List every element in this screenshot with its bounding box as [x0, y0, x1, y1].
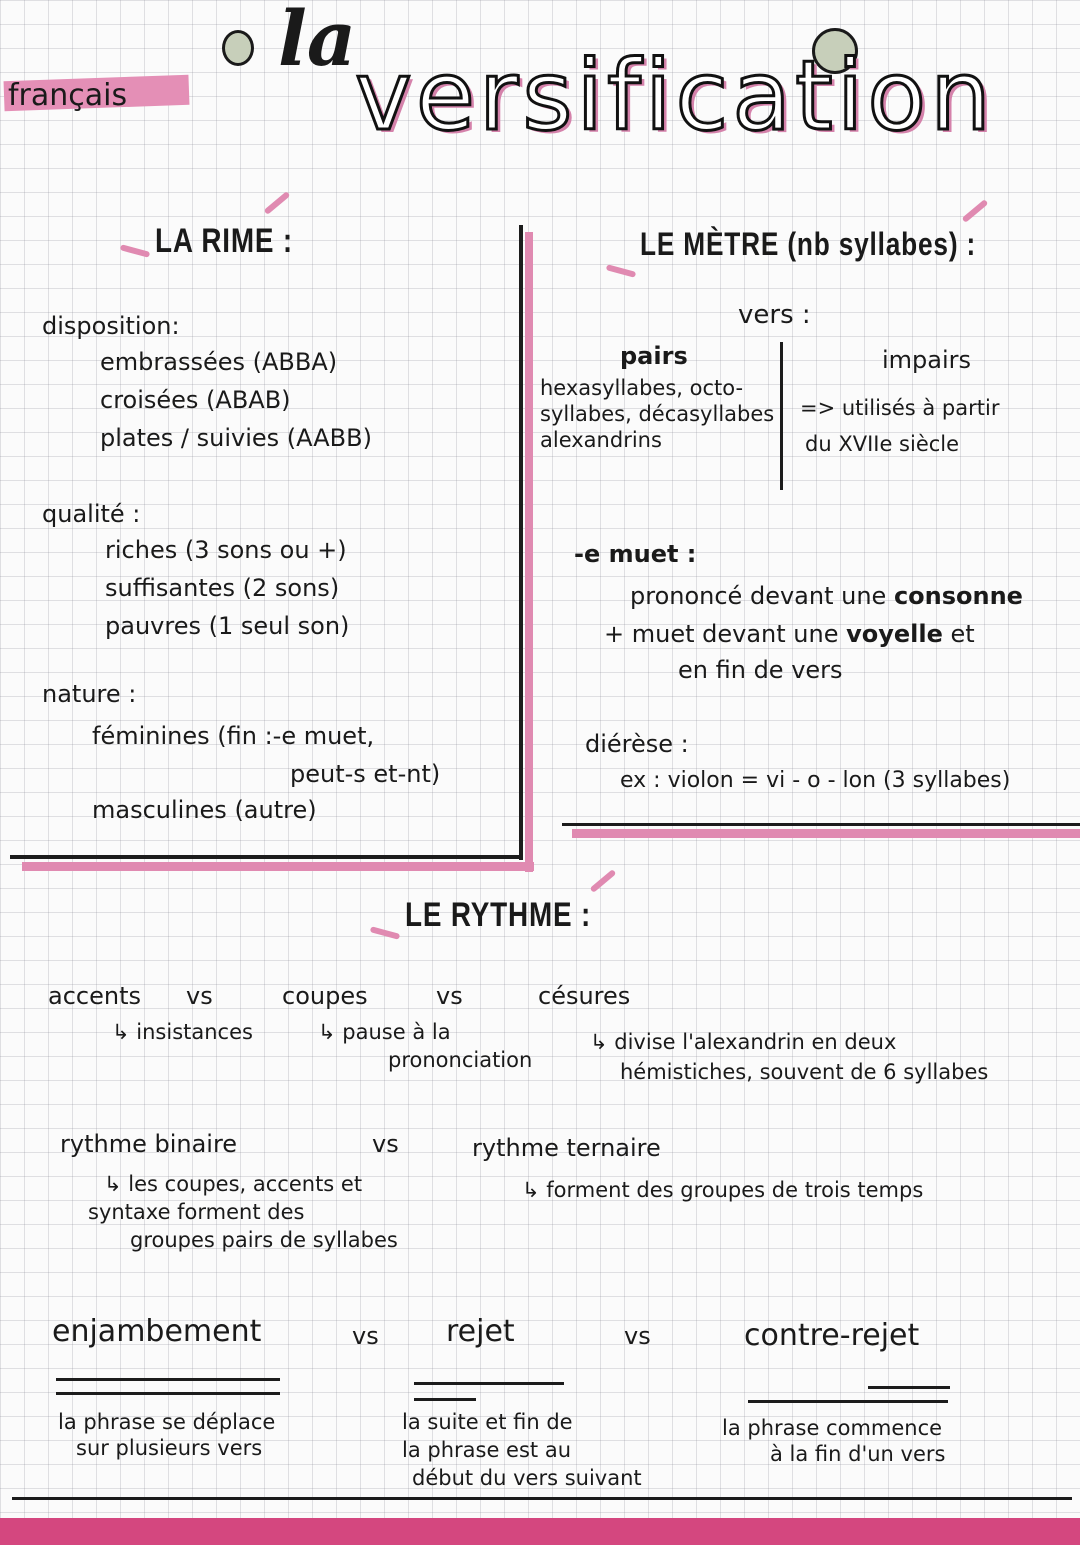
vs-label: vs: [352, 1322, 379, 1350]
sparkle-icon: [962, 199, 989, 223]
e-muet-line: [604, 620, 975, 648]
vs-label: vs: [436, 982, 463, 1010]
vs-label: vs: [624, 1322, 651, 1350]
subject-label: français: [8, 78, 128, 113]
rime-divider-vertical: [519, 225, 523, 860]
metre-heading: LE MÈTRE (nb syllabes) :: [640, 226, 977, 262]
binaire-desc: ↳ les coupes, accents et: [104, 1172, 363, 1196]
rejet-label: rejet: [446, 1314, 515, 1349]
metre-divider: [562, 823, 1080, 826]
decorative-dot: [222, 30, 254, 66]
contre-rejet-desc: à la fin d'un vers: [770, 1442, 946, 1466]
disposition-item: embrassées (ABBA): [100, 348, 338, 376]
enjambement-desc: la phrase se déplace: [58, 1410, 276, 1434]
qualite-item: suffisantes (2 sons): [105, 574, 340, 602]
vs-label: vs: [372, 1130, 399, 1158]
enjambement-desc: sur plusieurs vers: [76, 1436, 263, 1460]
accents-label: accents: [48, 982, 141, 1010]
qualite-item: pauvres (1 seul son): [105, 612, 350, 640]
ternaire-label: rythme ternaire: [472, 1134, 661, 1162]
contre-rejet-label: contre-rejet: [744, 1318, 920, 1353]
e-muet-label: -e muet :: [574, 540, 697, 568]
nature-label: nature :: [42, 680, 137, 708]
impairs-label: impairs: [882, 346, 972, 374]
e-muet-text: prononcé devant une: [630, 582, 894, 610]
dierese-label: diérèse :: [585, 730, 689, 758]
cesures-desc: hémistiches, souvent de 6 syllabes: [620, 1060, 989, 1084]
sparkle-icon: [120, 244, 151, 258]
bottom-divider: [12, 1497, 1072, 1500]
pairs-label: pairs: [620, 342, 688, 370]
enjambement-underline: [56, 1378, 280, 1381]
binaire-desc: syntaxe forment des: [88, 1200, 305, 1224]
rejet-desc: la suite et fin de: [402, 1410, 573, 1434]
sparkle-icon: [590, 869, 617, 893]
e-muet-line: [630, 582, 1023, 610]
rejet-desc: la phrase est au: [402, 1438, 572, 1462]
ternaire-desc: ↳ forment des groupes de trois temps: [522, 1178, 924, 1202]
binaire-desc: groupes pairs de syllabes: [130, 1228, 398, 1252]
e-muet-keyword: consonne: [893, 582, 1023, 610]
nature-feminines: féminines (fin :-e muet,: [92, 722, 375, 750]
coupes-desc: prononciation: [388, 1048, 533, 1072]
rime-heading: LA RIME :: [155, 222, 293, 260]
dierese-example: ex : violon = vi - o - lon (3 syllabes): [620, 768, 1011, 793]
disposition-item: croisées (ABAB): [100, 386, 291, 414]
accents-desc: ↳ insistances: [112, 1020, 253, 1044]
contre-rejet-desc: la phrase commence: [722, 1416, 943, 1440]
sparkle-icon: [264, 191, 291, 215]
rime-divider-horizontal-shadow: [22, 862, 534, 871]
enjambement-underline: [56, 1392, 280, 1395]
e-muet-text: et: [942, 620, 975, 648]
sparkle-icon: [370, 926, 401, 940]
vers-label: vers :: [738, 300, 811, 330]
pairs-line: syllabes, décasyllabes: [540, 402, 775, 426]
cesures-desc: ↳ divise l'alexandrin en deux: [590, 1030, 897, 1054]
nature-masculines: masculines (autre): [92, 796, 317, 824]
enjambement-label: enjambement: [52, 1314, 262, 1349]
sparkle-icon: [606, 264, 637, 278]
contre-rejet-underline: [868, 1386, 950, 1389]
rejet-underline: [414, 1398, 476, 1401]
disposition-item: plates / suivies (AABB): [100, 424, 372, 452]
page-title: versification: [355, 40, 995, 152]
impairs-line: du XVIIe siècle: [805, 432, 960, 456]
metre-divider-shadow: [572, 829, 1080, 838]
qualite-label: qualité :: [42, 500, 141, 528]
pairs-line: alexandrins: [540, 428, 662, 452]
e-muet-keyword: voyelle: [846, 620, 943, 648]
title-article: la: [278, 0, 357, 83]
rejet-desc: début du vers suivant: [412, 1466, 642, 1490]
e-muet-text: + muet devant une: [604, 620, 847, 648]
bottom-band: [0, 1518, 1080, 1545]
coupes-label: coupes: [282, 982, 368, 1010]
cesures-label: césures: [538, 982, 631, 1010]
pairs-impairs-divider: [780, 342, 783, 490]
binaire-label: rythme binaire: [60, 1130, 238, 1158]
rime-divider-vertical-shadow: [525, 232, 533, 872]
coupes-desc: ↳ pause à la: [318, 1020, 451, 1044]
impairs-line: => utilisés à partir: [800, 396, 1000, 420]
disposition-label: disposition:: [42, 312, 180, 340]
qualite-item: riches (3 sons ou +): [105, 536, 347, 564]
vs-label: vs: [186, 982, 213, 1010]
pairs-line: hexasyllabes, octo-: [540, 376, 744, 400]
e-muet-line: en fin de vers: [678, 656, 843, 684]
rime-divider-horizontal: [10, 855, 522, 859]
nature-feminines-continued: peut-s et-nt): [290, 760, 441, 788]
rythme-heading: LE RYTHME :: [405, 896, 592, 934]
contre-rejet-underline: [748, 1400, 948, 1403]
rejet-underline: [414, 1382, 564, 1385]
